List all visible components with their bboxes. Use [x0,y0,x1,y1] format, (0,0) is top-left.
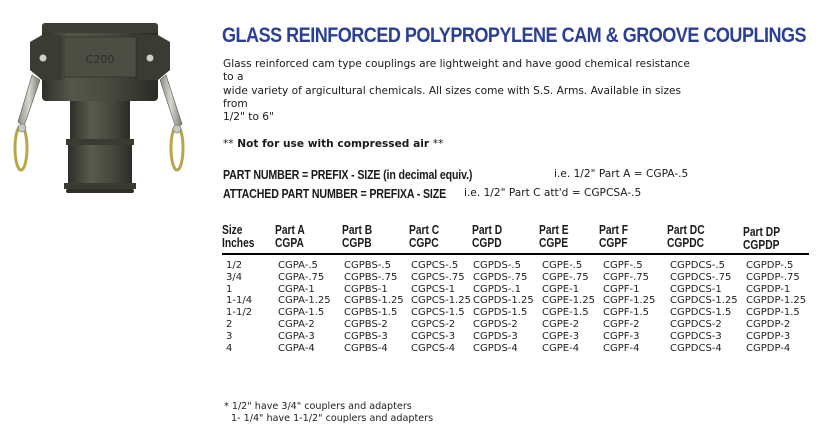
description-line: 1/2" to 6" [223,111,274,124]
column-header-part-a: Part A CGPA [275,223,305,250]
product-label-text: C200 [85,53,115,66]
page-title: GLASS REINFORCED POLYPROPYLENE CAM & GROOVE COUPLINGS [222,24,807,47]
table-row: 1/2 CGPA-.5 CGPBS-.5 CGPCS-.5 CGPDS-.5 CGPE-.5 CGPF-.5 CGPDCS-.5 CGPDP-.5 [226,260,794,271]
column-header-part-b: Part B CGPB [342,223,373,250]
description-line: Glass reinforced cam type couplings are lightweight and have good chemical resistance to a [223,58,690,84]
product-description [223,58,703,151]
part-number-formula [223,167,689,182]
table-row: 3 CGPA-3 CGPBS-3 CGPCS-3 CGPDS-3 CGPE-3 CGPF-3 CGPDCS-3 CGPDP-3 [226,330,791,342]
table-row: 1-1/2 CGPA-1.5 CGPBS-1.5 CGPCS-1.5 CGPDS-1.5 CGPE-1.5 CGPF-1.5 CGPDCS-1.5 CGPDP-1.5 [226,307,800,319]
part-number-label: PART NUMBER = PREFIX - SIZE (in decimal equiv.) [223,167,473,182]
warning-stars: ** [223,137,234,150]
attached-part-number-formula [223,186,642,201]
attached-part-number-label: ATTACHED PART NUMBER = PREFIXA - SIZE [223,186,447,201]
part-number-example: i.e. 1/2" Part A = CGPA-.5 [554,168,689,180]
column-header-part-c: Part C CGPC [409,223,440,250]
warning-stars: ** [432,137,444,150]
column-header-part-f: Part F CGPF [599,223,629,250]
table-row: 2 CGPA-2 CGPBS-2 CGPCS-2 CGPDS-2 CGPE-2 CGPF-2 CGPDCS-2 CGPDP-2 [226,318,791,330]
footnote-line: 1- 1/4" have 1-1/2" couplers and adapters [231,413,434,424]
table-body [222,260,809,354]
table-row: 1-1/4 CGPA-1.25 CGPBS-1.25 CGPCS-1.25 CGPDS-1.25 CGPE-1.25 CGPF-1.25 CGPDCS-1.25 CGPDP-1.25 [226,295,807,307]
warning-text: Not for use with compressed air [233,137,433,150]
table-row: 1 CGPA-1 CGPBS-1 CGPCS-1 CGPDS-.1 CGPE-1 CGPF-1 CGPDCS-1 CGPDP-1 [226,283,791,295]
attached-part-number-example: i.e. 1/2" Part C att'd = CGPCSA-.5 [464,187,642,199]
coupling-product-image [0,0,200,250]
column-header-size: Size Inches [222,223,255,250]
description-line: wide variety of argicultural chemicals. All sizes come with S.S. Arms. Available in sizes from [223,84,682,110]
column-header-part-dp: Part DP CGPDP [743,225,781,252]
table-row: 4 CGPA-4 CGPBS-4 CGPCS-4 CGPDS-4 CGPE-4 CGPF-4 CGPDCS-4 CGPDP-4 [226,342,791,354]
table-header [222,224,809,255]
column-header-part-e: Part E CGPE [539,223,569,250]
compressed-air-warning [223,138,703,151]
part-number-table [222,224,809,354]
footnotes [224,401,433,425]
column-header-part-dc: Part DC CGPDC [667,223,705,250]
footnote-line: * 1/2" have 3/4" couplers and adapters [224,401,412,412]
table-row: 3/4 CGPA-.75 CGPBS-.75 CGPCS-.75 CGPDS-.75 CGPE-.75 CGPF-.75 CGPDCS-.75 CGPDP-.75 [226,271,800,283]
column-header-part-d: Part D CGPD [472,223,503,250]
